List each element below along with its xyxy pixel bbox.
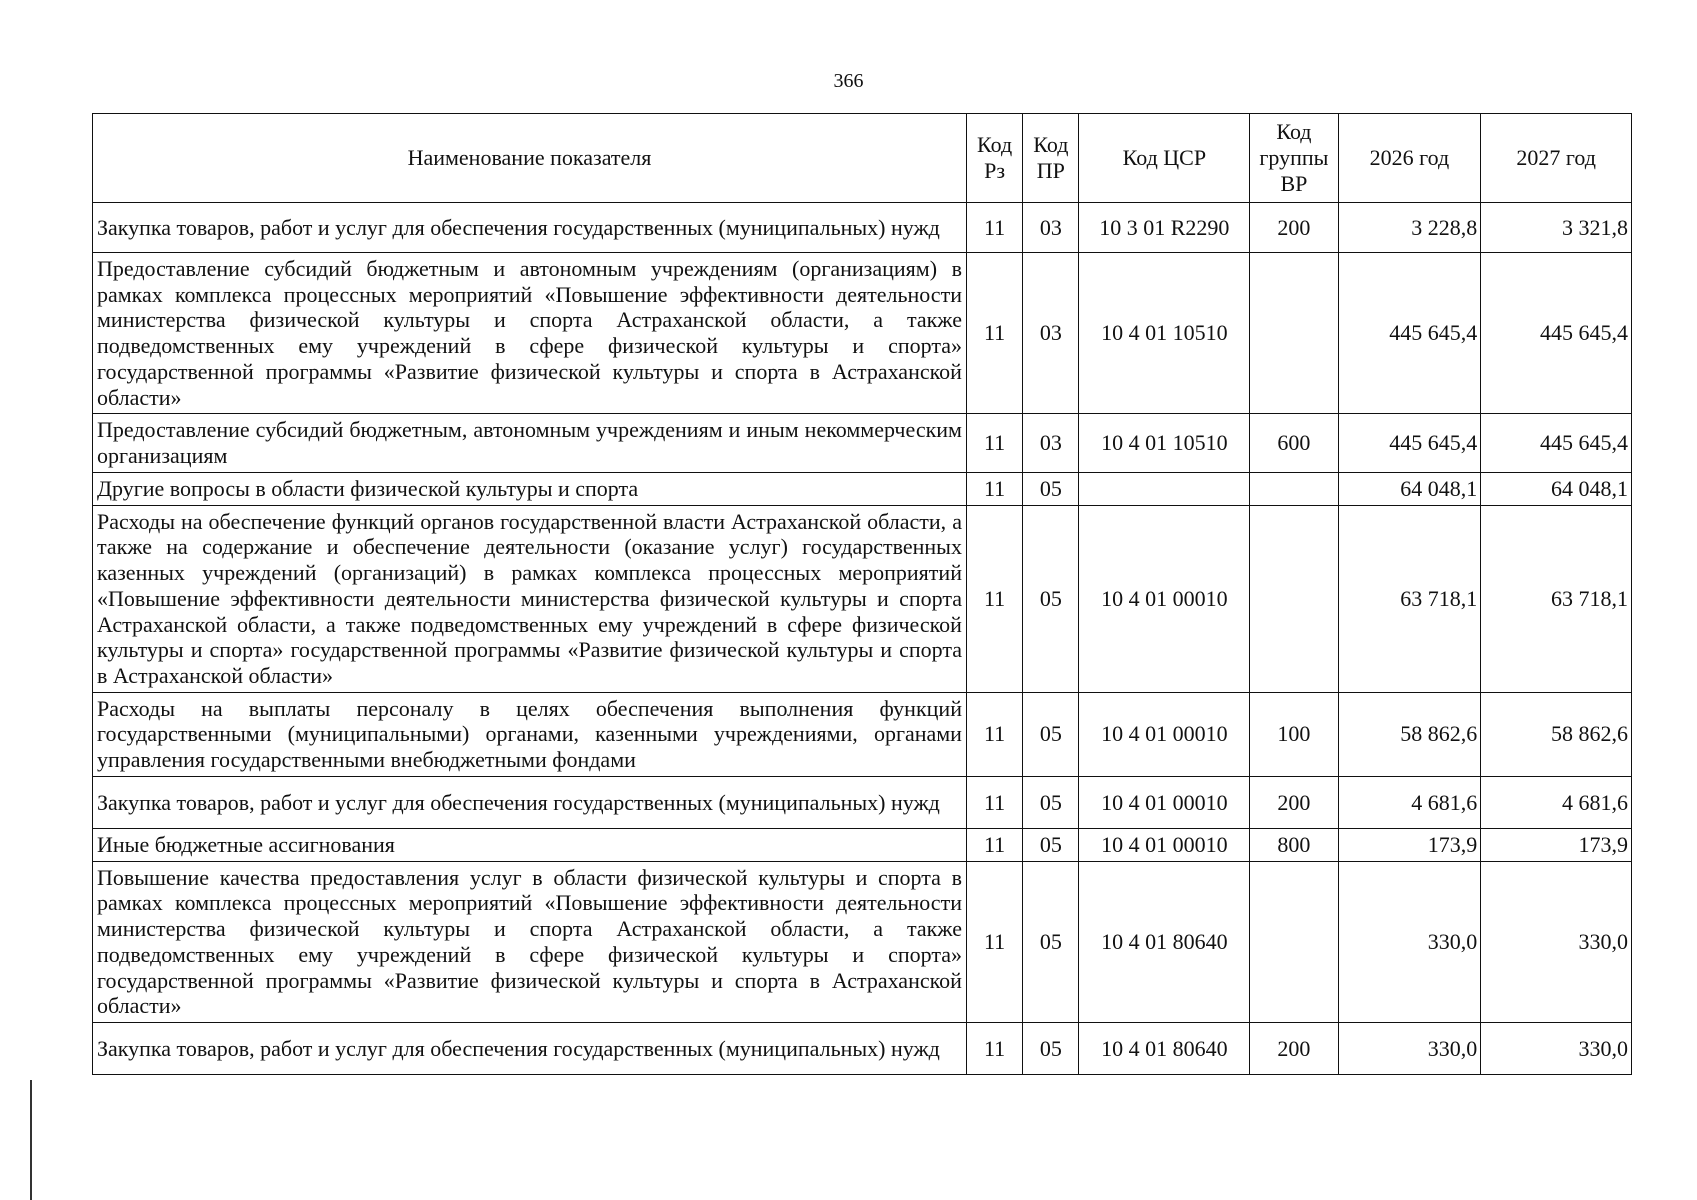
row-name: Повышение качества предоставления услуг в области физической культуры и спорта в рамках комплекса процессных мероприятий «Повышение эффективности деятельности министерства физической культуры и спорта Астраханской области, а также подведомственных ему учреждений в сфере физической культуры и спорта» государственной программы «Развитие физической культуры и спорта в Астраханской области»	[93, 861, 967, 1022]
row-2026: 64 048,1	[1338, 472, 1481, 505]
row-vr	[1250, 253, 1338, 414]
row-2026: 4 681,6	[1338, 776, 1481, 828]
binding-margin-line	[30, 1080, 32, 1200]
row-csr: 10 4 01 10510	[1079, 253, 1250, 414]
row-2027: 445 645,4	[1481, 253, 1632, 414]
row-pr: 05	[1023, 1023, 1079, 1075]
table-row	[93, 253, 1632, 414]
row-rz: 11	[966, 828, 1022, 861]
row-csr	[1079, 472, 1250, 505]
row-name: Иные бюджетные ассигнования	[93, 828, 967, 861]
header-vr: Код группы ВР	[1250, 114, 1338, 203]
row-csr: 10 4 01 00010	[1079, 828, 1250, 861]
row-rz: 11	[966, 861, 1022, 1022]
row-vr: 200	[1250, 203, 1338, 253]
row-2026: 3 228,8	[1338, 203, 1481, 253]
row-vr: 100	[1250, 692, 1338, 776]
page-number: 366	[833, 70, 864, 92]
row-pr: 05	[1023, 861, 1079, 1022]
row-vr: 200	[1250, 1023, 1338, 1075]
table-row	[93, 776, 1632, 828]
header-pr: Код ПР	[1023, 114, 1079, 203]
row-rz: 11	[966, 472, 1022, 505]
table-row	[93, 861, 1632, 1022]
row-2027: 330,0	[1481, 1023, 1632, 1075]
row-name: Предоставление субсидий бюджетным и автономным учреждениям (организациям) в рамках комплекса процессных мероприятий «Повышение эффективности деятельности министерства физической культуры и спорта Астраханской области, а также подведомственных ему учреждений в сфере физической культуры и спорта» государственной программы «Развитие физической культуры и спорта в Астраханской области»	[93, 253, 967, 414]
header-rz: Код Рз	[966, 114, 1022, 203]
row-pr: 05	[1023, 828, 1079, 861]
row-rz: 11	[966, 505, 1022, 692]
row-2027: 173,9	[1481, 828, 1632, 861]
row-pr: 03	[1023, 253, 1079, 414]
header-2027: 2027 год	[1481, 114, 1632, 203]
row-pr: 05	[1023, 472, 1079, 505]
row-rz: 11	[966, 414, 1022, 472]
budget-table	[92, 113, 1632, 1075]
row-vr	[1250, 472, 1338, 505]
row-name: Закупка товаров, работ и услуг для обеспечения государственных (муниципальных) нужд	[93, 1023, 967, 1075]
row-vr	[1250, 505, 1338, 692]
row-csr: 10 4 01 80640	[1079, 861, 1250, 1022]
row-2026: 63 718,1	[1338, 505, 1481, 692]
row-2027: 3 321,8	[1481, 203, 1632, 253]
row-name: Закупка товаров, работ и услуг для обеспечения государственных (муниципальных) нужд	[93, 776, 967, 828]
row-name: Расходы на обеспечение функций органов государственной власти Астраханской области, а также на содержание и обеспечение деятельности (оказание услуг) государственных казенных учреждений (организаций) в рамках комплекса процессных мероприятий «Повышение эффективности деятельности министерства физической культуры и спорта Астраханской области, а также подведомственных ему учреждений в сфере физической культуры и спорта» государственной программы «Развитие физической культуры и спорта в Астраханской области»	[93, 505, 967, 692]
table-row	[93, 203, 1632, 253]
table-row	[93, 414, 1632, 472]
row-2027: 63 718,1	[1481, 505, 1632, 692]
row-csr: 10 4 01 00010	[1079, 505, 1250, 692]
row-csr: 10 4 01 00010	[1079, 692, 1250, 776]
row-pr: 05	[1023, 505, 1079, 692]
row-rz: 11	[966, 203, 1022, 253]
row-pr: 03	[1023, 203, 1079, 253]
row-rz: 11	[966, 692, 1022, 776]
row-2026: 330,0	[1338, 1023, 1481, 1075]
header-2026: 2026 год	[1338, 114, 1481, 203]
table-row	[93, 828, 1632, 861]
table-row	[93, 692, 1632, 776]
row-vr	[1250, 861, 1338, 1022]
row-pr: 05	[1023, 776, 1079, 828]
row-rz: 11	[966, 1023, 1022, 1075]
row-name: Закупка товаров, работ и услуг для обеспечения государственных (муниципальных) нужд	[93, 203, 967, 253]
row-2026: 330,0	[1338, 861, 1481, 1022]
row-2027: 58 862,6	[1481, 692, 1632, 776]
header-name: Наименование показателя	[93, 114, 967, 203]
row-2026: 173,9	[1338, 828, 1481, 861]
row-csr: 10 4 01 00010	[1079, 776, 1250, 828]
row-2026: 58 862,6	[1338, 692, 1481, 776]
row-name: Предоставление субсидий бюджетным, автономным учреждениям и иным некоммерческим организациям	[93, 414, 967, 472]
row-2027: 4 681,6	[1481, 776, 1632, 828]
row-vr: 200	[1250, 776, 1338, 828]
row-2026: 445 645,4	[1338, 414, 1481, 472]
table-row	[93, 505, 1632, 692]
table-header-row	[93, 114, 1632, 203]
table-row	[93, 1023, 1632, 1075]
row-2027: 445 645,4	[1481, 414, 1632, 472]
row-pr: 05	[1023, 692, 1079, 776]
row-csr: 10 4 01 10510	[1079, 414, 1250, 472]
row-2027: 330,0	[1481, 861, 1632, 1022]
row-pr: 03	[1023, 414, 1079, 472]
row-vr: 600	[1250, 414, 1338, 472]
row-name: Расходы на выплаты персоналу в целях обеспечения выполнения функций государственными (муниципальными) органами, казенными учреждениями, органами управления государственными внебюджетными фондами	[93, 692, 967, 776]
row-csr: 10 3 01 R2290	[1079, 203, 1250, 253]
row-rz: 11	[966, 776, 1022, 828]
row-2027: 64 048,1	[1481, 472, 1632, 505]
table-row	[93, 472, 1632, 505]
row-name: Другие вопросы в области физической культуры и спорта	[93, 472, 967, 505]
row-rz: 11	[966, 253, 1022, 414]
row-vr: 800	[1250, 828, 1338, 861]
header-csr: Код ЦСР	[1079, 114, 1250, 203]
row-csr: 10 4 01 80640	[1079, 1023, 1250, 1075]
row-2026: 445 645,4	[1338, 253, 1481, 414]
